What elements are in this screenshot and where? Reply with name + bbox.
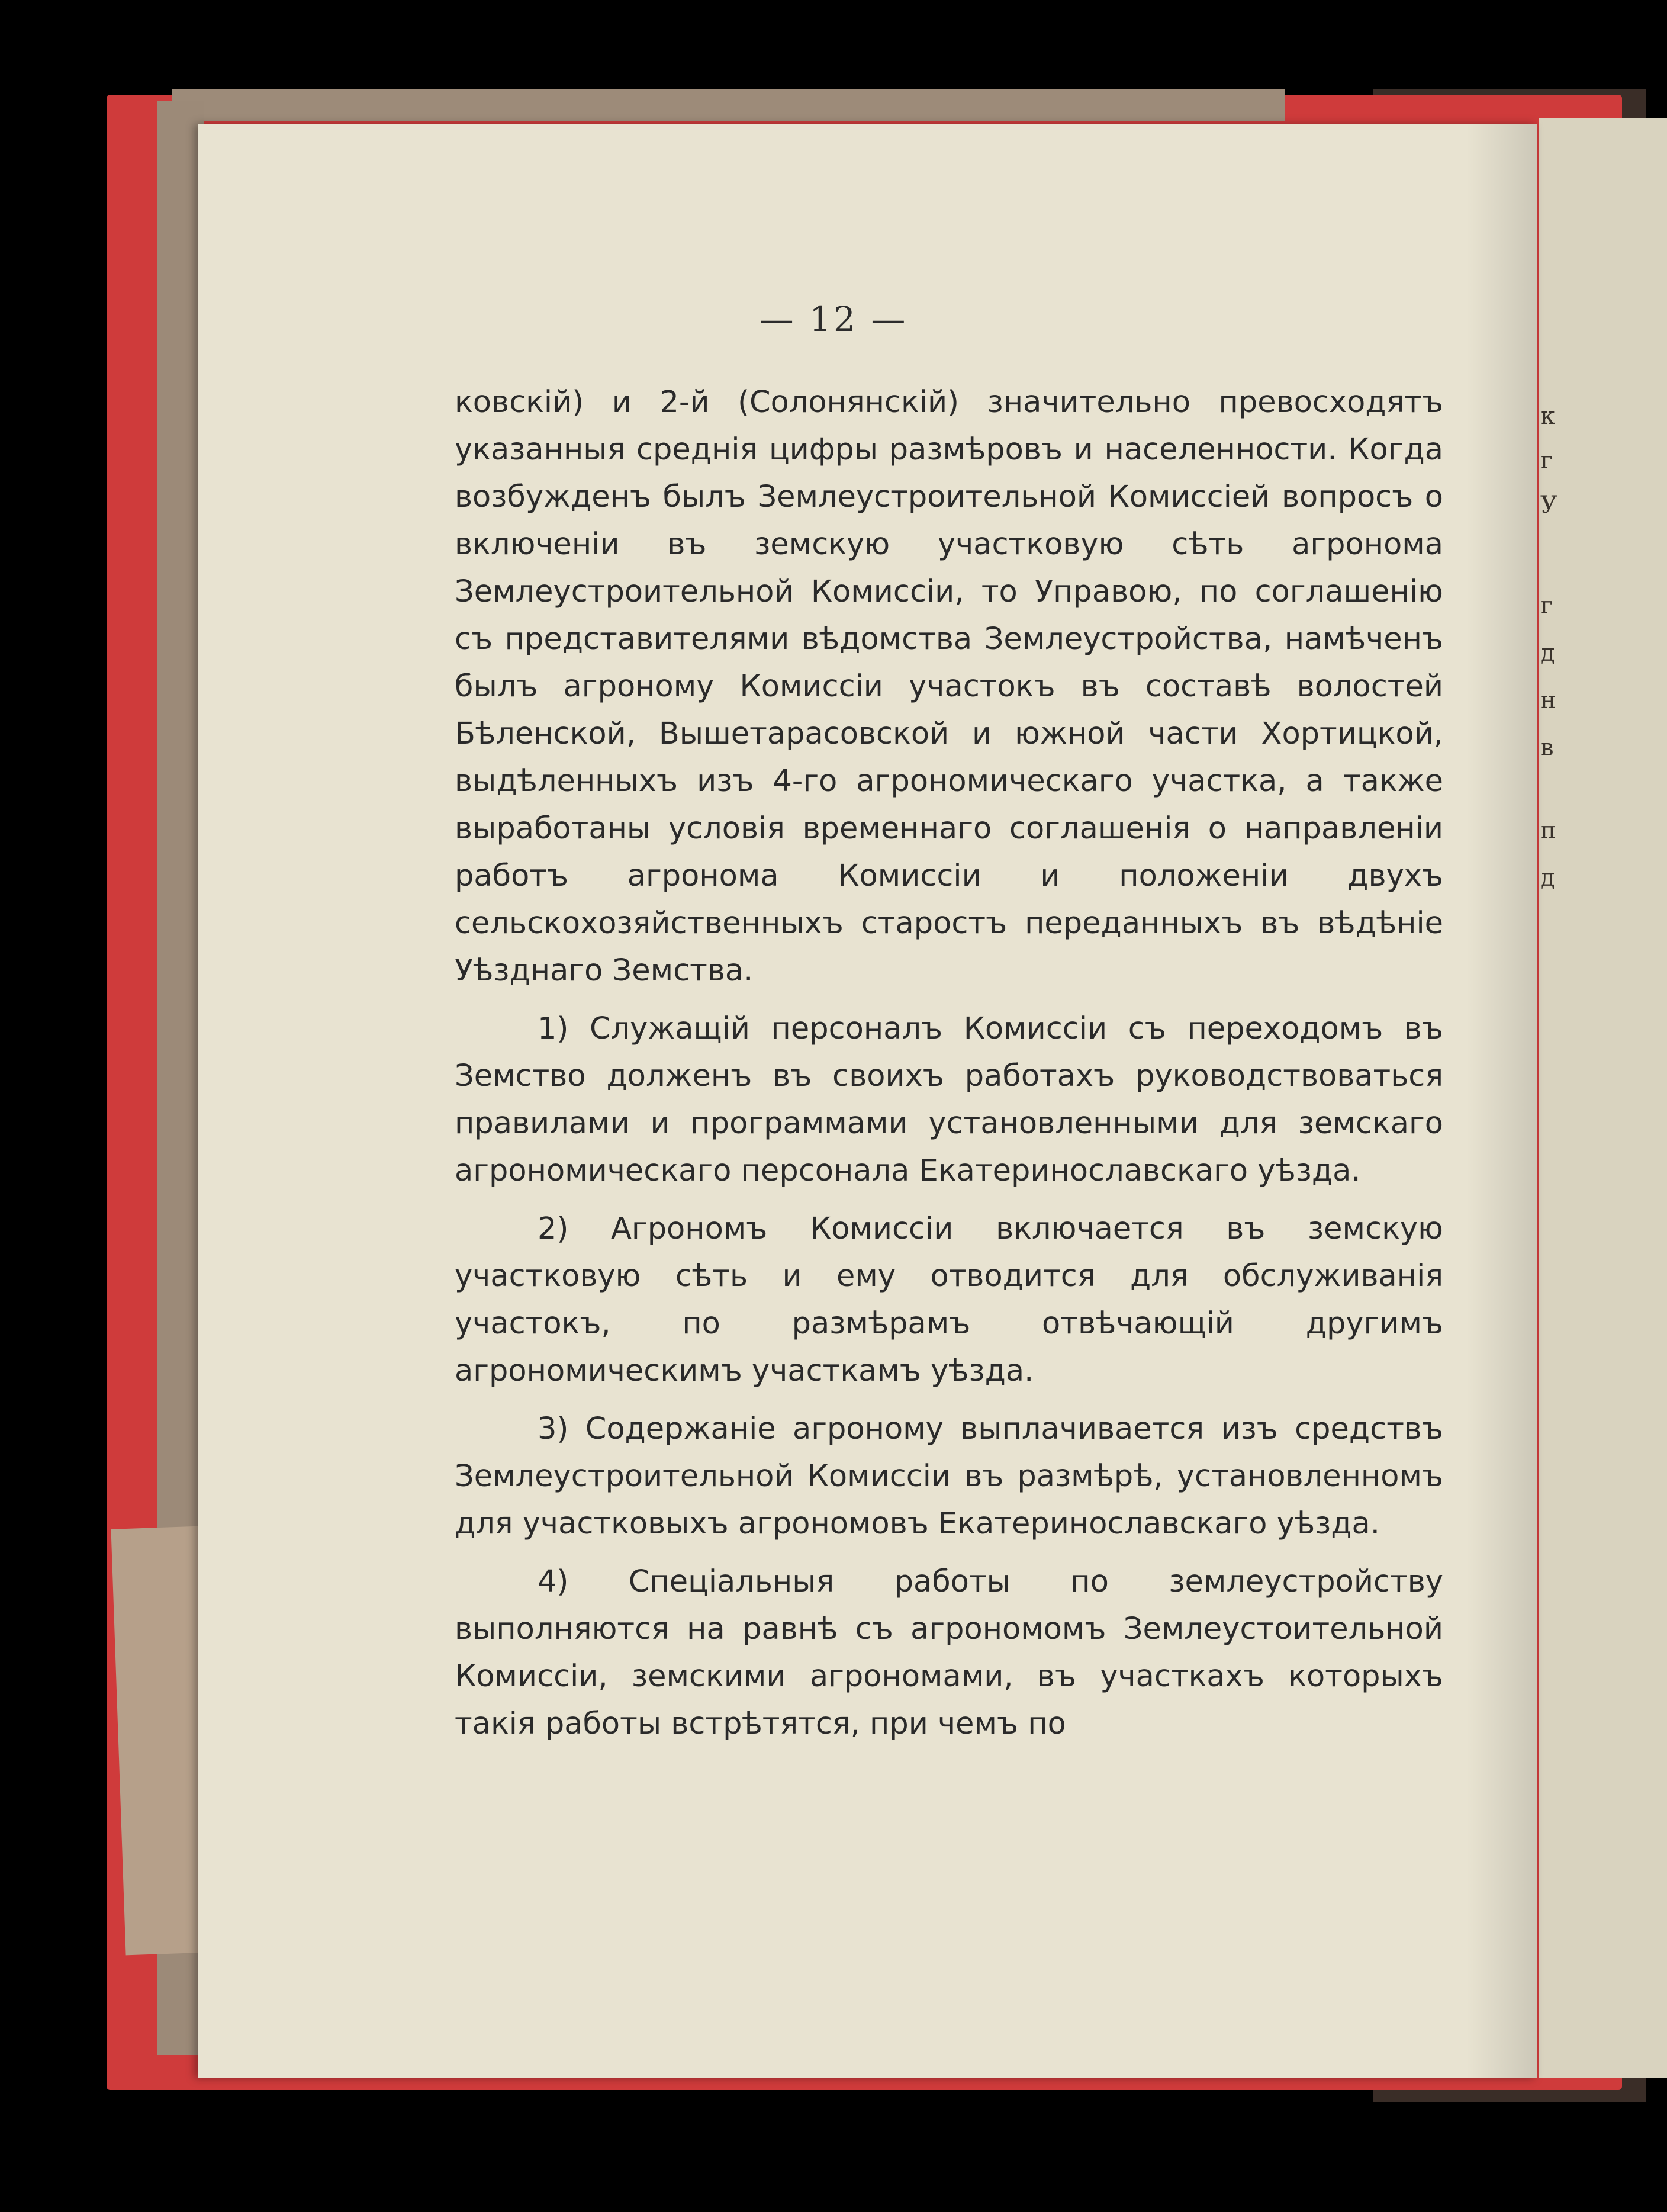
next-page-fragment: д [1540, 639, 1555, 667]
page-body [455, 379, 1443, 1748]
page-number: — 12 — [759, 299, 908, 339]
next-page-fragment: У [1540, 491, 1557, 519]
next-page-fragment: п [1540, 817, 1556, 844]
paragraph-intro: ковскій) и 2-й (Солонянскій) значительно превосходятъ указанныя среднія цифры размѣровъ и населенности. Когда возбужденъ былъ Землеустроительной Комиссіей вопросъ о включеніи въ земскую участковую сѣть агронома Землеустроительной Комиссіи, то Управою, по соглашенію съ представителями вѣдомства Землеустройства, намѣченъ былъ агроному Комиссіи участокъ въ составѣ волостей Бѣленской, Вышетарасовской и южной части Хортицкой, выдѣленныхъ изъ 4-го агрономическаго участка, а также выработаны условія временнаго соглашенія о направленіи работъ агронома Комиссіи и положеніи двухъ сельскохозяйственныхъ старостъ переданныхъ въ вѣдѣніе Уѣзднаго Земства. [455, 385, 1443, 988]
next-page-fragment: в [1540, 734, 1554, 761]
next-page-fragment: н [1540, 687, 1556, 714]
binding-tape-top [172, 89, 1285, 121]
paragraph-clause-2: 2) Агрономъ Комиссіи включается въ земскую участковую сѣть и ему отводится для обслуживанія участокъ, по размѣрамъ отвѣчающій другимъ агрономическимъ участкамъ уѣзда. [455, 1211, 1443, 1388]
next-page-fragment: г [1540, 447, 1553, 474]
paragraph-clause-4: 4) Спеціальныя работы по землеустройству выполняются на равнѣ съ агрономомъ Землеустоительной Комиссіи, земскими агрономами, въ участкахъ которыхъ такія работы встрѣтятся, при чемъ по [455, 1564, 1443, 1741]
paragraph-clause-1: 1) Служащій персоналъ Комиссіи съ переходомъ въ Земство долженъ въ своихъ работахъ руководствоваться правилами и программами установленными для земскаго агрономическаго персонала Екатеринославскаго уѣзда. [455, 1011, 1443, 1188]
next-page-fragment: к [1540, 403, 1555, 430]
next-page-fragment: д [1540, 864, 1555, 892]
next-page-fragment: г [1540, 592, 1553, 619]
next-page-edge [1539, 118, 1667, 2078]
paragraph-clause-3: 3) Содержаніе агроному выплачивается изъ средствъ Землеустроительной Комиссіи въ размѣрѣ, установленномъ для участковыхъ агрономовъ Екатеринославскаго уѣзда. [455, 1412, 1443, 1541]
